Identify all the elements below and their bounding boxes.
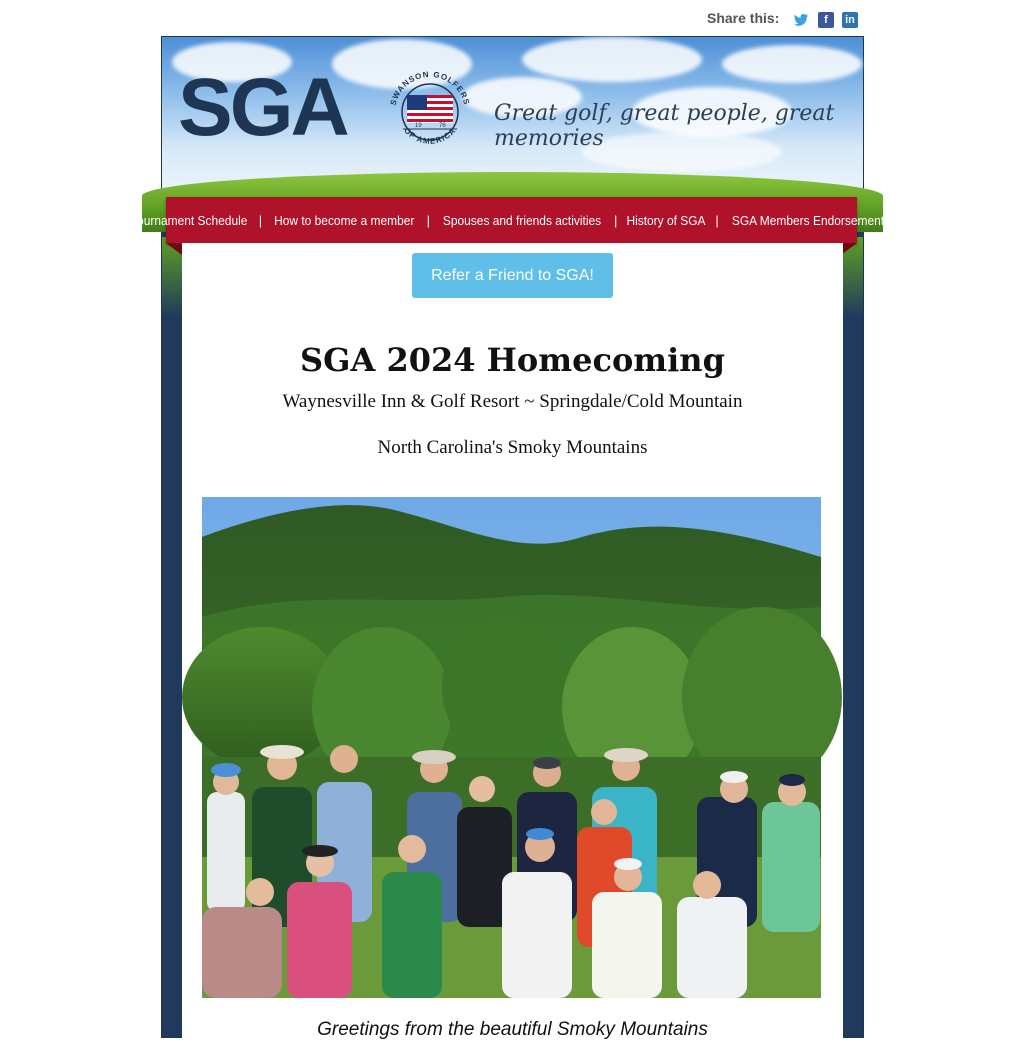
nav-endorsements[interactable]: SGA Members Endorsements — [731, 212, 890, 228]
nav-become-member[interactable]: How to become a member — [274, 212, 415, 228]
header-banner — [162, 37, 863, 197]
nav-spouses-activities[interactable]: Spouses and friends activities — [442, 212, 602, 228]
refer-friend-button[interactable]: Refer a Friend to SGA! — [412, 253, 613, 298]
page-title: SGA 2024 Homecoming — [300, 341, 725, 379]
nav-ribbon-fold-left — [166, 243, 182, 255]
svg-text:SWANSON GOLFERS: SWANSON GOLFERS — [388, 69, 472, 107]
tagline: Great golf, great people, great memories — [494, 101, 835, 151]
svg-text:19: 19 — [415, 123, 422, 129]
svg-text:OF AMERICA: OF AMERICA — [402, 125, 458, 146]
nav-separator: | — [258, 212, 263, 228]
venue-subtitle: Waynesville Inn & Golf Resort ~ Springdale/Cold Mountain — [282, 391, 743, 412]
linkedin-icon[interactable]: in — [842, 12, 858, 28]
svg-text:76: 76 — [439, 123, 446, 129]
newsletter-frame — [131, 36, 890, 1040]
nav-separator: | — [426, 212, 431, 228]
nav-separator: | — [715, 212, 719, 228]
nav-ribbon-fold-right — [841, 243, 857, 255]
group-photo — [202, 497, 821, 998]
main-navigation — [131, 197, 890, 243]
sga-seal-icon — [385, 67, 475, 157]
twitter-icon[interactable] — [793, 12, 809, 28]
nav-tournament-schedule[interactable]: Tournament Schedule — [131, 212, 248, 228]
region-subtitle: North Carolina's Smoky Mountains — [377, 437, 648, 458]
facebook-icon[interactable]: f — [818, 12, 834, 28]
sga-logo[interactable]: SGA — [178, 62, 347, 153]
share-label: Share this: — [707, 10, 780, 26]
photo-caption: Greetings from the beautiful Smoky Mountains — [317, 1019, 708, 1040]
nav-history[interactable]: History of SGA — [626, 212, 706, 228]
content-panel — [182, 243, 843, 1043]
nav-separator: | — [614, 212, 618, 228]
share-bar — [0, 0, 1024, 36]
